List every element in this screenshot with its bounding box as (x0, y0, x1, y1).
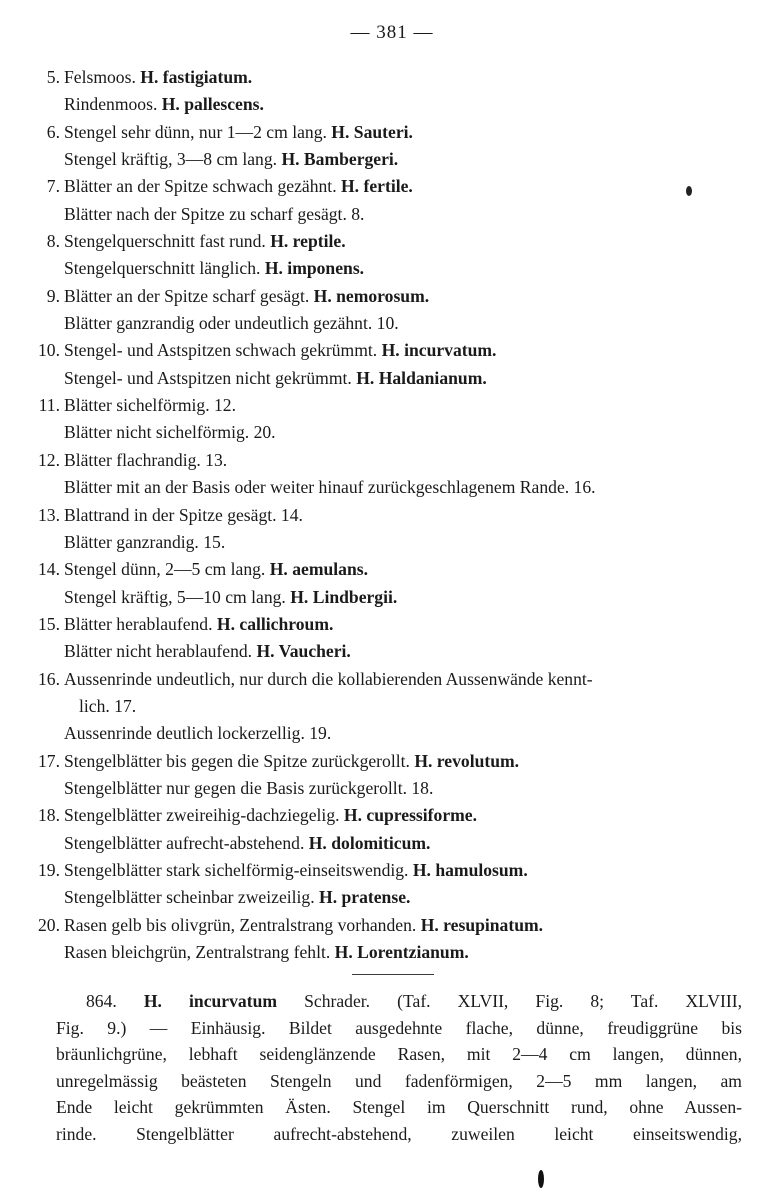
key-number: 6. (46, 121, 60, 142)
key-text (64, 146, 398, 173)
species-name: H. dolomiticum. (308, 832, 431, 853)
key-text (64, 365, 487, 392)
description-line: bräunlichgrüne, lebhaft seidenglänzende Rasen, mit 2—4 cm langen, dünnen, (56, 1044, 742, 1065)
key-description: Rindenmoos. (64, 94, 162, 115)
key-description: Stengel kräftig, 5—10 cm lang. (64, 586, 291, 607)
key-text (64, 556, 368, 583)
key-description: Aussenrinde deutlich lockerzellig. 19. (64, 723, 332, 744)
species-name: H. revolutum. (414, 750, 520, 771)
key-number: 9. (46, 285, 60, 306)
key-text (64, 119, 413, 146)
description-line: unregelmässig beästeten Stengeln und fadenförmigen, 2—5 mm langen, am (56, 1070, 742, 1091)
key-text (64, 748, 519, 775)
key-text (64, 255, 364, 282)
key-text (64, 830, 430, 857)
species-name: H. fertile. (341, 176, 413, 197)
key-text (64, 529, 225, 556)
key-description: Stengelblätter bis gegen die Spitze zurückgerollt. (64, 750, 415, 771)
key-row (26, 638, 766, 665)
key-text (64, 419, 276, 446)
key-description: Blätter nicht sichelförmig. 20. (64, 422, 276, 443)
species-name: H. Haldanianum. (356, 367, 487, 388)
species-name: H. aemulans. (269, 559, 368, 580)
key-number: 20. (38, 914, 60, 935)
key-number: 8. (46, 231, 60, 252)
species-name: H. nemorosum. (313, 285, 430, 306)
key-description: Blätter nach der Spitze zu scharf gesägt. 8. (64, 203, 365, 224)
key-text (64, 91, 264, 118)
key-description: Stengelblätter aufrecht-abstehend. (64, 832, 309, 853)
description-line (56, 988, 742, 1015)
key-text (64, 392, 236, 419)
species-name: H. Bambergeri. (281, 149, 399, 170)
key-description: Blätter sichelförmig. 12. (64, 395, 236, 416)
key-description: Stengelquerschnitt fast rund. (64, 231, 271, 252)
key-text (64, 474, 596, 501)
key-row (26, 337, 766, 364)
key-row (26, 365, 766, 392)
key-row (26, 775, 766, 802)
key-description: Blätter ganzrandig oder undeutlich gezähnt. 10. (64, 313, 399, 334)
key-text (64, 638, 351, 665)
key-text (64, 720, 331, 747)
key-description: Blattrand in der Spitze gesägt. 14. (64, 504, 303, 525)
key-row (26, 502, 766, 529)
key-description: Stengelblätter zweireihig-dachziegelig. (64, 805, 344, 826)
key-text (64, 310, 399, 337)
key-text (64, 802, 477, 829)
key-row (26, 255, 766, 282)
species-name: H. hamulosum. (412, 859, 528, 880)
species-name: H. Sauteri. (331, 121, 413, 142)
key-text (64, 173, 413, 200)
key-text (64, 611, 333, 638)
description-line: Ende leicht gekrümmten Ästen. Stengel im Querschnitt rund, ohne Aussen- (56, 1097, 742, 1118)
species-name: H. reptile. (270, 231, 346, 252)
key-row (26, 611, 766, 638)
key-text (64, 228, 346, 255)
key-number: 10. (38, 340, 60, 361)
key-description: Blätter flachrandig. 13. (64, 449, 228, 470)
key-description: Stengelblätter nur gegen die Basis zurückgerollt. 18. (64, 777, 434, 798)
key-description: Blätter ganzrandig. 15. (64, 531, 226, 552)
key-description: Felsmoos. (64, 67, 141, 87)
species-name: H. imponens. (264, 258, 365, 279)
key-number: 18. (38, 805, 60, 826)
species-name: H. pratense. (319, 887, 411, 908)
key-row (26, 64, 766, 91)
key-number: 16. (38, 668, 60, 689)
key-description: Blätter an der Spitze schwach gezähnt. (64, 176, 341, 197)
key-text (64, 502, 303, 529)
key-description: Blätter nicht herablaufend. (64, 641, 257, 662)
key-text (64, 775, 433, 802)
species-name: H. cupressiforme. (343, 805, 477, 826)
key-number: 5. (46, 67, 60, 87)
species-description (56, 988, 742, 1148)
key-row (26, 939, 766, 966)
ink-spot (538, 1170, 544, 1188)
species-name: H. Lindbergii. (290, 586, 398, 607)
page-number: — 381 — (350, 22, 434, 43)
key-description: Stengel- und Astspitzen nicht gekrümmt. (64, 367, 357, 388)
key-description: Stengel sehr dünn, nur 1—2 cm lang. (64, 121, 332, 142)
key-description: Stengelblätter stark sichelförmig-einseitswendig. (64, 859, 413, 880)
key-text (64, 912, 543, 939)
key-description: Stengelquerschnitt länglich. (64, 258, 265, 279)
description-line: rinde. Stengelblätter aufrecht-abstehend, zuweilen leicht einseitswendig, (56, 1123, 742, 1144)
identification-key (26, 64, 766, 966)
key-row (26, 146, 766, 173)
key-text (64, 939, 469, 966)
species-name: H. incurvatum (143, 991, 278, 1011)
species-name: H. pallescens. (161, 94, 264, 115)
key-row (26, 802, 766, 829)
key-number: 15. (38, 613, 60, 634)
ink-spot (686, 186, 692, 196)
key-description: Stengelblätter scheinbar zweizeilig. (64, 887, 320, 908)
key-number: 19. (38, 859, 60, 880)
key-description: Stengel- und Astspitzen schwach gekrümmt. (64, 340, 382, 361)
key-description: Blätter herablaufend. (64, 613, 217, 634)
key-text (64, 337, 496, 364)
key-text (64, 283, 429, 310)
species-name: H. callichroum. (216, 613, 334, 634)
key-number: 7. (46, 176, 60, 197)
key-row (26, 584, 766, 611)
species-name: H. incurvatum. (381, 340, 497, 361)
key-text (79, 693, 136, 720)
description-line: Fig. 9.) — Einhäusig. Bildet ausgedehnte flache, dünne, freudiggrüne bis (56, 1017, 742, 1038)
key-row (26, 830, 766, 857)
key-row (26, 228, 766, 255)
key-number: 12. (38, 449, 60, 470)
key-row (26, 201, 766, 228)
key-description: Rasen gelb bis olivgrün, Zentralstrang vorhanden. (64, 914, 421, 935)
key-row (26, 529, 766, 556)
key-number: 11. (38, 395, 60, 416)
key-row (26, 666, 766, 693)
key-row (26, 857, 766, 884)
key-row (26, 748, 766, 775)
key-text (64, 857, 528, 884)
key-number: 14. (38, 559, 60, 580)
key-row (26, 283, 766, 310)
species-name: H. Lorentzianum. (334, 942, 469, 962)
key-row (26, 173, 766, 200)
key-row (26, 912, 766, 939)
key-text (64, 884, 410, 911)
species-name: H. Vaucheri. (256, 641, 351, 662)
section-divider (352, 974, 434, 975)
key-text (64, 666, 593, 693)
key-number: 13. (38, 504, 60, 525)
key-row (26, 310, 766, 337)
key-description: Blätter mit an der Basis oder weiter hinauf zurückgeschlagenem Rande. 16. (64, 477, 596, 498)
key-description: Aussenrinde undeutlich, nur durch die kollabierenden Aussenwände kennt- (64, 668, 593, 689)
key-row (26, 556, 766, 583)
key-row (26, 720, 766, 747)
key-text (64, 64, 252, 91)
species-name: H. fastigiatum. (140, 67, 253, 87)
key-description: Stengel kräftig, 3—8 cm lang. (64, 149, 282, 170)
description-number: 864. (86, 991, 144, 1011)
key-row (26, 474, 766, 501)
key-text (64, 447, 227, 474)
species-name: H. resupinatum. (420, 914, 544, 935)
key-row (26, 884, 766, 911)
key-row (26, 392, 766, 419)
key-text (64, 201, 364, 228)
key-description: Blätter an der Spitze scharf gesägt. (64, 285, 314, 306)
key-description: Stengel dünn, 2—5 cm lang. (64, 559, 270, 580)
key-row (26, 447, 766, 474)
key-text (64, 584, 397, 611)
key-row (26, 419, 766, 446)
key-description: lich. 17. (79, 695, 137, 716)
key-number: 17. (38, 750, 60, 771)
key-description: Rasen bleichgrün, Zentralstrang fehlt. (64, 942, 335, 962)
key-row (26, 119, 766, 146)
key-row (26, 693, 766, 720)
description-line-text: Schrader. (Taf. XLVII, Fig. 8; Taf. XLVIII, (277, 991, 742, 1011)
key-row (26, 91, 766, 118)
